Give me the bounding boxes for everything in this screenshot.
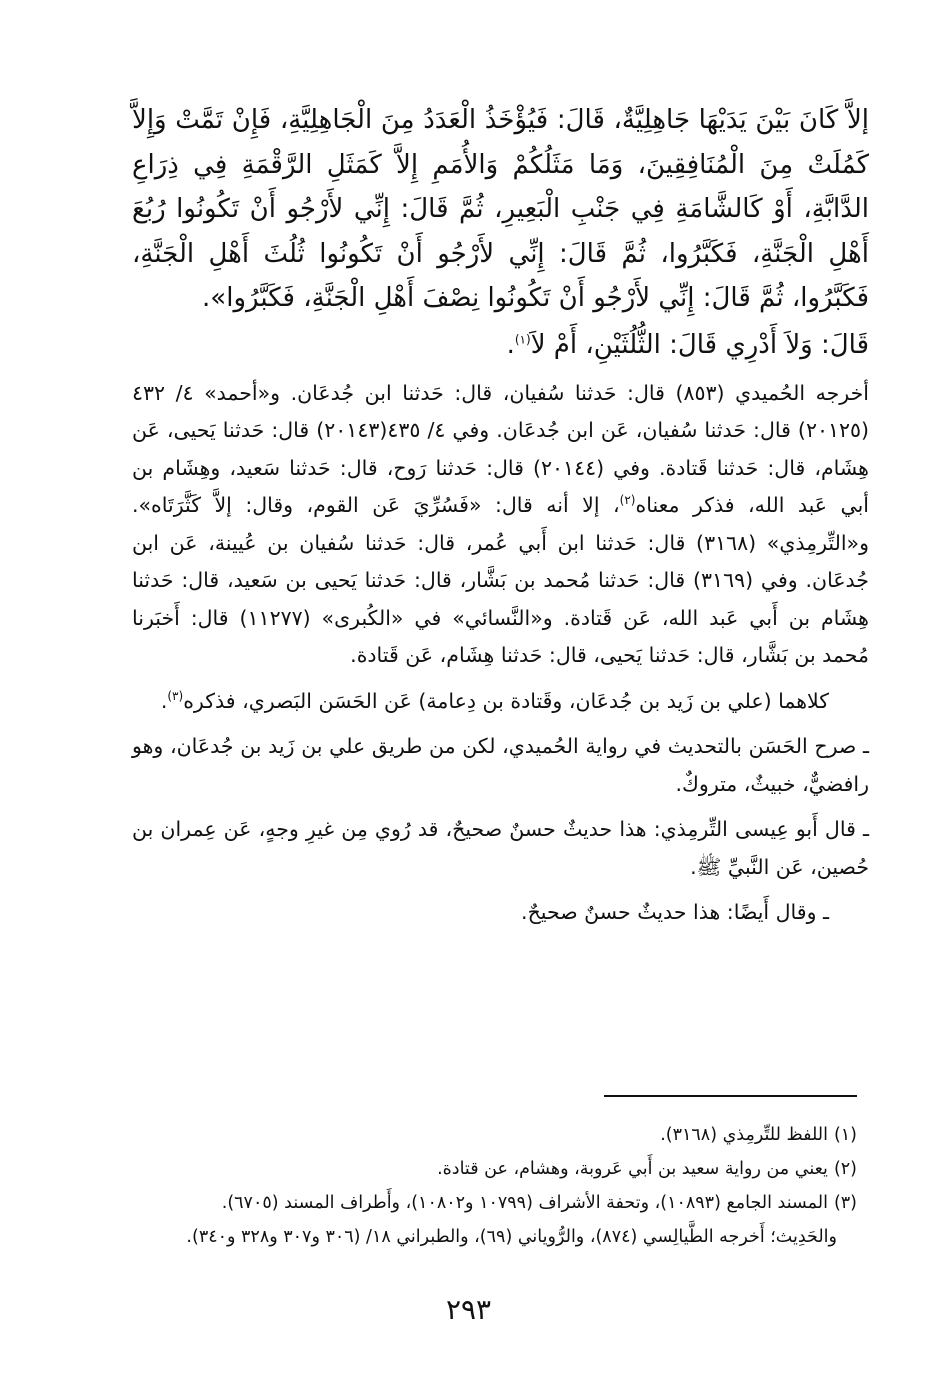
hadith-main: إلاَّ كَانَ بَيْنَ يَدَيْهَا جَاهِلِيَّةٌ، قَالَ: فَيُؤْخَذُ الْعَدَدُ مِنَ الْجَاهِلِيَّةِ، فَإِنْ تَمَّتْ وَإِلاَّ كَمُلَتْ مِنَ الْمُنَافِقِينَ، وَمَا مَثَلُكُمْ وَالأُمَمِ إِلاَّ كَمَثَلِ الرَّقْمَةِ فِي ذِرَاعِ الدَّابَّةِ، أَوْ كَالشَّامَةِ فِي جَنْبِ الْبَعِيرِ، ثُمَّ قَالَ: إِنِّي لأَرْجُو أَنْ تَكُونُوا رُبُعَ أَهْلِ الْجَنَّةِ، فَكَبَّرُوا، ثُمَّ قَالَ: إِنِّي لأَرْجُو أَنْ تَكُونُوا ثُلُثَ أَهْلِ الْجَنَّةِ، فَكَبَّرُوا، ثُمَّ قَالَ: إِنِّي لأَرْجُو أَنْ تَكُونُوا نِصْفَ أَهْلِ الْجَنَّةِ، فَكَبَّرُوا». <box>132 105 869 313</box>
both-paragraph <box>132 683 869 721</box>
takhrij-part-1: أخرجه الحُميدي (٨٥٣) قال: حَدثنا سُفيان، قال: حَدثنا ابن جُدعَان. و«أحمد» ٤/ ٤٣٢ (٢٠١٢٥) قال: حَدثنا سُفيان، عَن ابن جُدعَان. وفي ٤/ ٤٣٥(٢٠١٤٣) قال: حَدثنا يَحيى، عَن هِشَام، قال: حَدثنا قَتادة. وفي (٢٠١٤٤) قال: حَدثنا رَوح، قال: حَدثنا سَعيد، وهِشَام بن أبي عَبد الله، فذكر معناه <box>132 380 869 517</box>
footnote-ref-1: (١) <box>514 331 531 346</box>
footnote-marker: (٢) <box>833 1159 857 1179</box>
both-dot: . <box>160 688 168 713</box>
footnote-text: اللفظ للتِّرمِذي (٣١٦٨). <box>660 1125 828 1145</box>
takhrij-paragraph <box>132 375 869 675</box>
footnote-ref-3: (٣) <box>167 688 184 703</box>
footnote-text: والحَدِيث؛ أَخرجه الطَّيالِسي (٨٧٤)، والرُّوياني (٦٩)، والطبراني ١٨/ (٣٠٦ و٣٠٧ و٣٢٨ و٣٤٠). <box>186 1227 837 1247</box>
footnote-marker: (٣) <box>833 1193 857 1213</box>
footnote-2 <box>100 1152 857 1186</box>
footnote-3 <box>100 1186 857 1220</box>
hadith-end-dot: . <box>506 329 515 360</box>
footnote-marker: (١) <box>833 1125 857 1145</box>
footnote-3-continuation <box>100 1220 857 1254</box>
footnote-ref-2: (٢) <box>619 493 636 508</box>
hadith-ending <box>132 323 869 367</box>
footnote-divider <box>604 1095 857 1097</box>
hadith-text <box>132 98 869 321</box>
remark-3: ـ وقال أَيضًا: هذا حديثٌ حسنٌ صحيحٌ. <box>521 900 829 924</box>
footnote-text: يعني من رواية سعيد بن أَبي عَروبة، وهشام، عن قتادة. <box>437 1159 828 1179</box>
takhrij-part-2: ، إلا أنه قال: «فَسُرِّيَ عَن القوم، وقال: إلاَّ كَثَّرَتَاه». و«التِّرمِذي» (٣١٦٨) قال: حَدثنا ابن أَبي عُمر، قال: حَدثنا سُفيان بن عُيينة، عَن ابن جُدعَان. وفي (٣١٦٩) قال: حَدثنا مُحمد بن بَشَّار، قال: حَدثنا يَحيى بن سَعيد، قال: حَدثنا هِشَام بن أَبي عَبد الله، عَن قَتادة. و«النَّسائي» في «الكُبرى» (١١٢٧٧) قال: أَخبَرنا مُحمد بن بَشَّار، قال: حَدثنا يَحيى، قال: حَدثنا هِشَام، عَن قَتادة. <box>132 493 869 667</box>
remark-1: ـ صرح الحَسَن بالتحديث في رواية الحُميدي، لكن من طريق علي بن زَيد بن جُدعَان، وهو رافضيٌّ، خبيثٌ، متروكٌ. <box>132 734 869 796</box>
hadith-end-text: قَالَ: وَلاَ أَدْرِي قَالَ: الثُّلُثَيْنِ، أَمْ لاَ <box>530 329 869 360</box>
remark-2: ـ قال أَبو عِيسى التِّرمِذي: هذا حديثٌ حسنٌ صحيحٌ، قد رُوي مِن غيرِ وجهٍ، عَن عِمران بن حُصين، عَن النَّبيِّ ﷺ. <box>132 817 869 879</box>
page-number: ٢٩٣ <box>445 1293 492 1326</box>
footnote-1 <box>100 1118 857 1152</box>
main-text <box>132 98 869 932</box>
both-text: كلاهما (علي بن زَيد بن جُدعَان، وقَتادة بن دِعامة) عَن الحَسَن البَصري، فذكره <box>183 688 829 713</box>
footnotes <box>100 1118 857 1254</box>
footnote-text: المسند الجامع (١٠٨٩٣)، وتحفة الأشراف (١٠٧٩٩ و١٠٨٠٢)، وأَطراف المسند (٦٧٠٥). <box>221 1193 828 1213</box>
